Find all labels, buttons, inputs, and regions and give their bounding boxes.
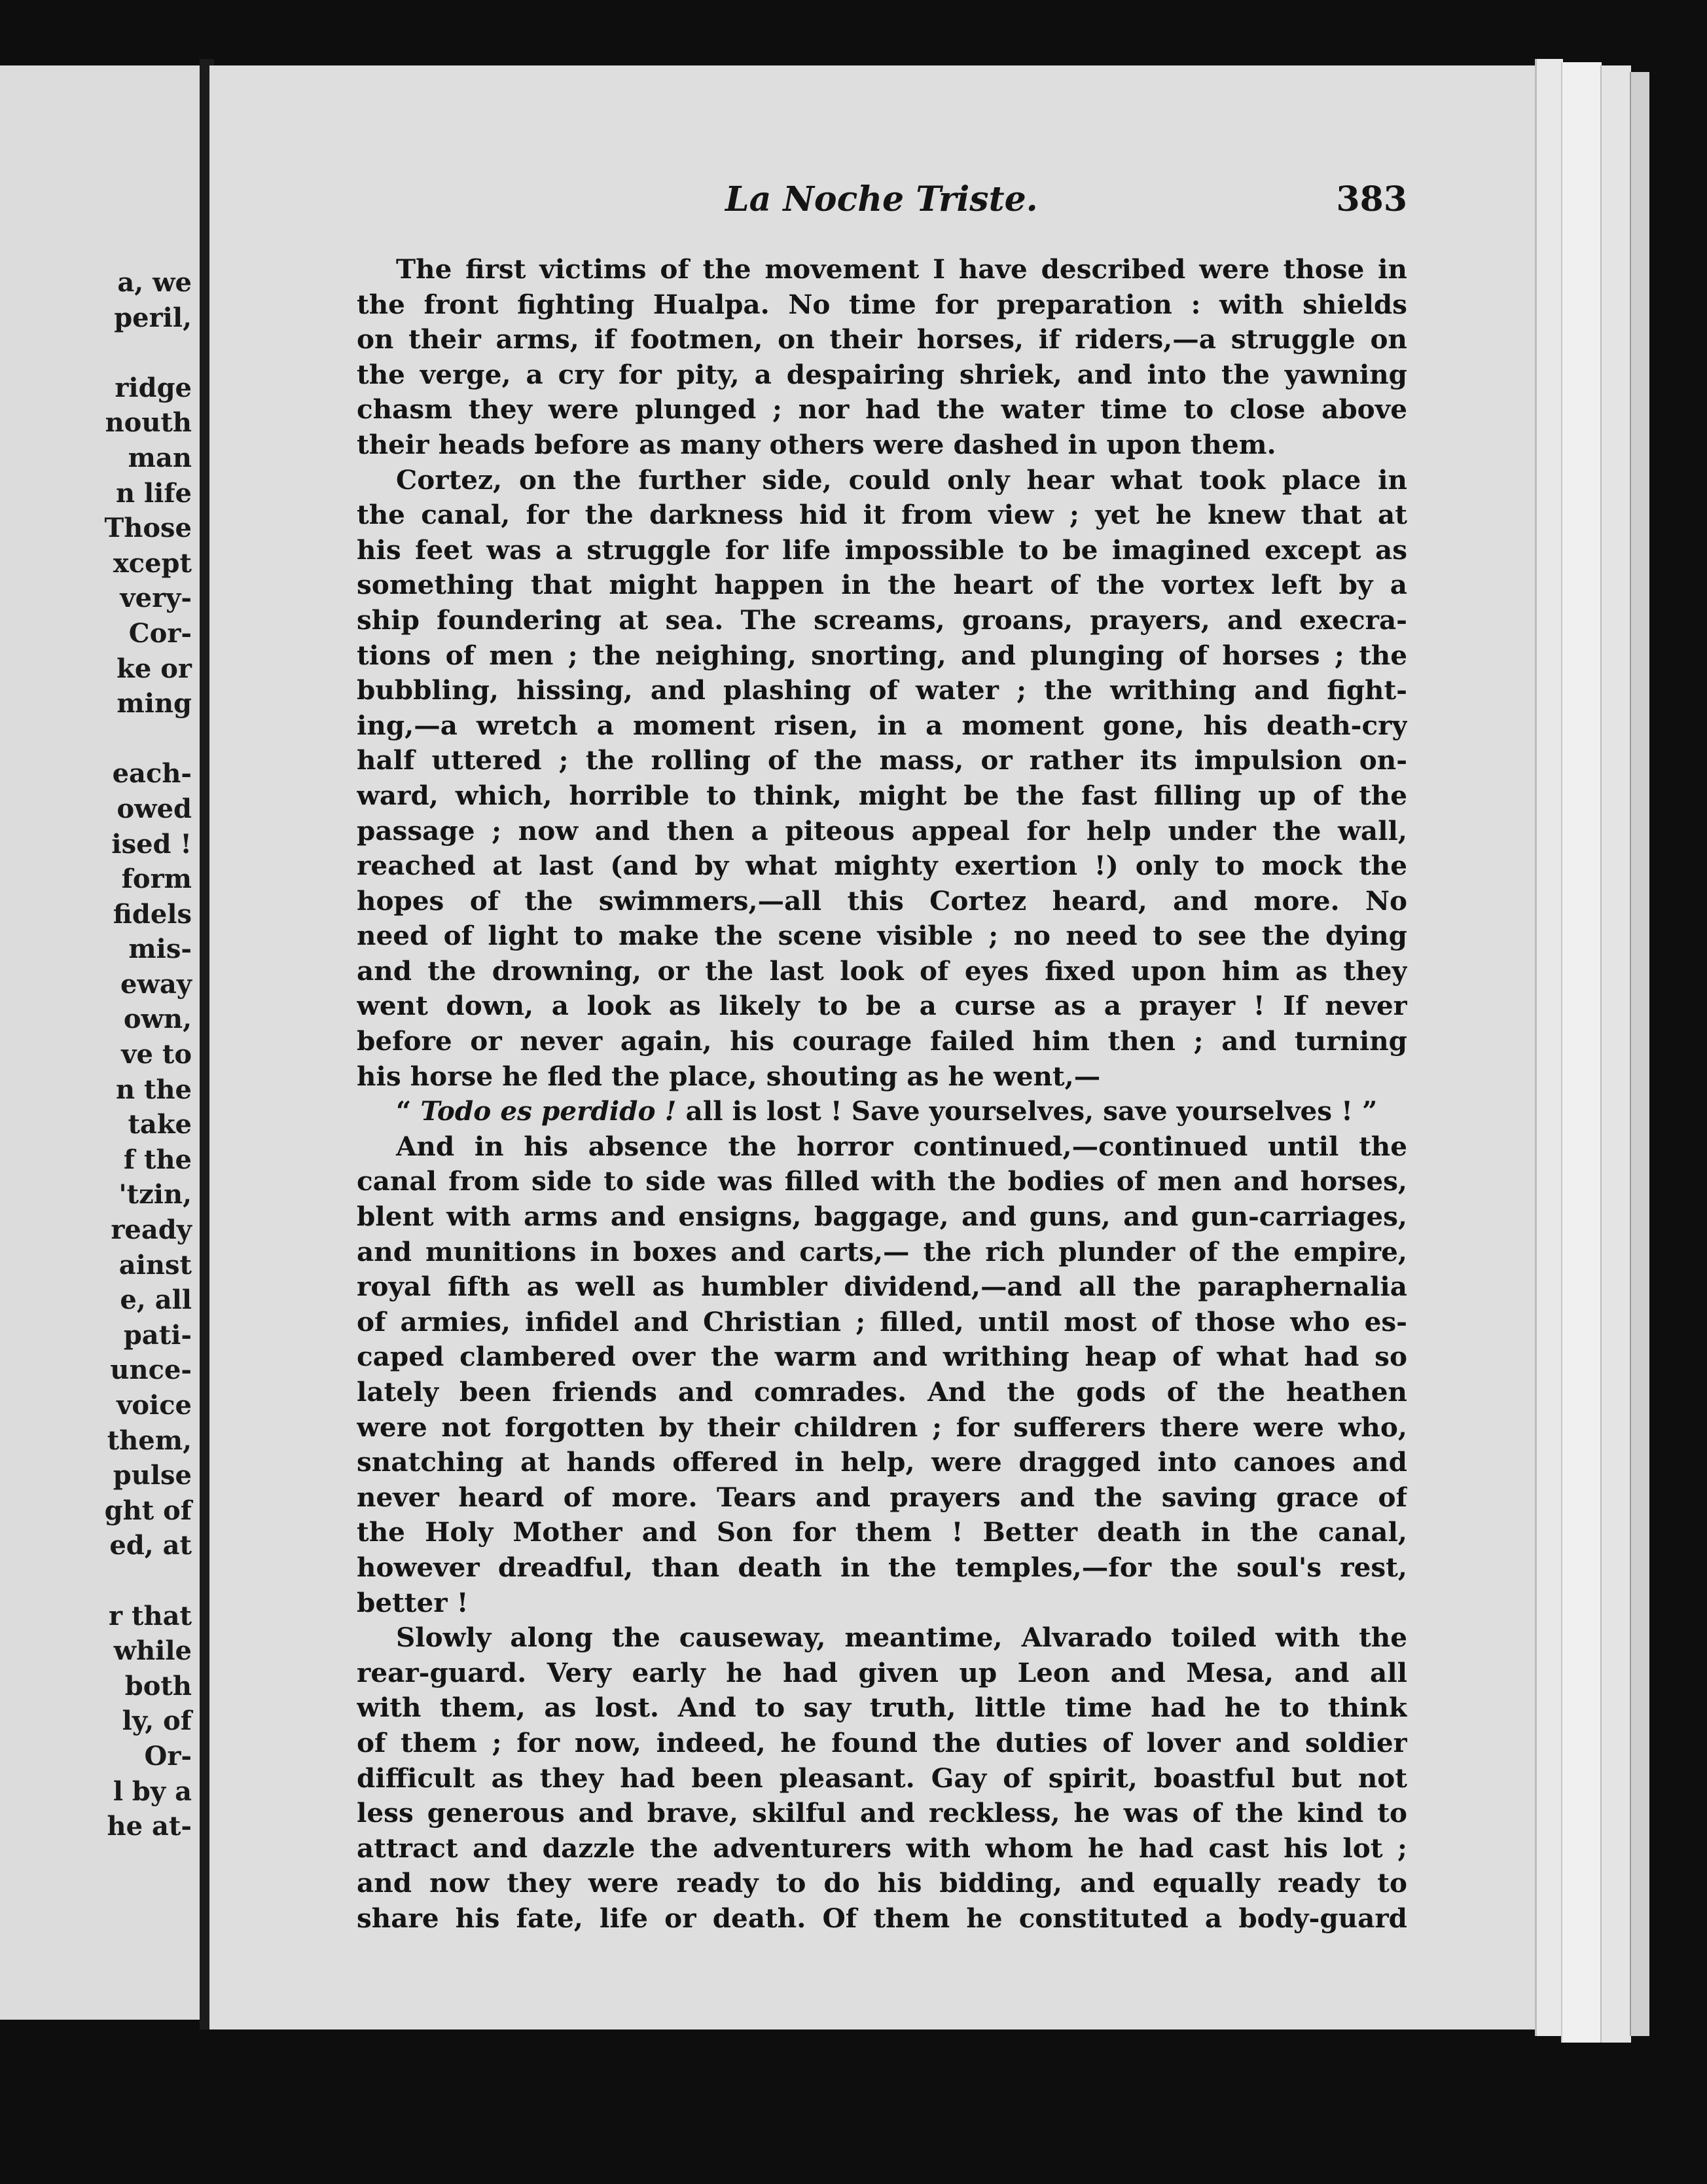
left-page-fragment: a, we [117,267,192,298]
left-page-fragment: ed, at [109,1530,192,1561]
left-page-fragment: unce- [110,1355,192,1386]
spanish-quote: Todo es perdido ! [420,1095,677,1127]
text-line: the Holy Mother and Son for them ! Better death in the canal, [357,1516,1407,1548]
left-page-fragment: while [113,1635,192,1667]
left-page-fragment: both [124,1670,192,1702]
left-page-fragment: ised ! [111,828,192,860]
text-line: their heads before as many others were dashed in upon them. [357,428,1276,460]
text-line: before or never again, his courage failed him then ; and turning [357,1025,1407,1057]
left-page-fragment: e, all [120,1284,192,1316]
text-line: better ! [357,1586,469,1618]
left-page-fragment: fidels [113,898,192,930]
left-page-fragment: pati- [123,1319,192,1351]
page-number: 383 [1336,179,1407,219]
running-head [209,177,1407,223]
text-line: and now they were ready to do his bidding, and equally ready to [357,1867,1407,1899]
left-page-fragment: owed [117,793,192,824]
quote-rest: all is lost ! Save yourselves, save yourselves ! ” [676,1095,1378,1127]
text-line: difficult as they had been pleasant. Gay of spirit, boastful but not [357,1762,1407,1794]
page-edge [1561,62,1602,2043]
text-line: lately been friends and comrades. And the gods of the heathen [357,1376,1407,1408]
text-line: snatching at hands offered in help, were dragged into canoes and [357,1446,1407,1478]
body-text [357,252,1407,1937]
text-line: his feet was a struggle for life impossible to be imagined except as [357,534,1407,566]
left-page-fragment: Cor- [128,617,192,649]
left-page-fragment: take [128,1109,192,1140]
left-page-fragment: Those [104,513,192,544]
left-page-fragment: pulse [113,1460,192,1491]
text-line: went down, a look as likely to be a curse as a prayer ! If never [357,990,1407,1022]
left-page-fragment: ve to [121,1039,192,1070]
left-page-fragment: xcept [113,547,192,579]
text-line: with them, as lost. And to say truth, little time had he to think [357,1692,1407,1724]
text-line: share his fate, life or death. Of them he constituted a body-guard [357,1902,1407,1934]
text-line: attract and dazzle the adventurers with whom he had cast his lot ; [357,1832,1407,1864]
text-line: And in his absence the horror continued,—continued until the [396,1130,1407,1162]
left-page-fragment: he at- [107,1811,192,1842]
page-edge [1630,72,1649,2036]
text-line: however dreadful, than death in the temples,—for the soul's rest, [357,1551,1407,1583]
left-page-fragment [105,335,192,371]
text-line: chasm they were plunged ; nor had the water time to close above [357,393,1407,426]
left-page-fragment: ght of [104,1495,192,1526]
page-edge [1600,65,1631,2043]
text-line: reached at last (and by what mighty exertion !) only to mock the [357,850,1407,882]
left-page-fragment: ainst [118,1249,192,1281]
left-page-fragment: peril, [114,302,192,333]
text-line: his horse he fled the place, shouting as he went,— [357,1060,1101,1092]
left-page-fragment: them, [107,1425,192,1456]
left-page-fragment: very- [120,583,192,614]
text-line: hopes of the swimmers,—all this Cortez heard, and more. No [357,884,1407,917]
text-line: ship foundering at sea. The screams, groans, prayers, and execra- [357,604,1407,636]
text-line: canal from side to side was filled with the bodies of men and horses, [357,1165,1407,1197]
text-line: bubbling, hissing, and plashing of water ; the writhing and fight- [357,674,1407,706]
left-page-fragment: each- [112,758,192,790]
text-line: caped clambered over the warm and writhing heap of what had so [357,1341,1407,1373]
left-page-fragment: eway [120,968,192,1000]
text-line: passage ; now and then a piteous appeal for help under the wall, [357,814,1407,846]
text-line: Slowly along the causeway, meantime, Alvarado toiled with the [396,1622,1407,1654]
left-page-fragment: ready [111,1214,192,1246]
text-line: blent with arms and ensigns, baggage, and guns, and gun-carriages, [357,1201,1407,1233]
text-line: Cortez, on the further side, could only hear what took place in [396,464,1407,496]
text-line: the verge, a cry for pity, a despairing shriek, and into the yawning [357,358,1407,390]
left-page-fragment: form [121,864,192,895]
text-line: ward, which, horrible to think, might be the fast filling up of the [357,779,1407,811]
text-line: rear-guard. Very early he had given up Leon and Mesa, and all [357,1656,1407,1688]
quote-open: “ [396,1095,421,1127]
right-page [209,65,1538,2029]
text-line: the canal, for the darkness hid it from view ; yet he knew that at [357,499,1407,531]
left-page-fragment: ke or [117,653,192,684]
left-page-fragment: r that [109,1600,192,1631]
text-line: of armies, infidel and Christian ; filled, until most of those who es- [357,1305,1407,1338]
text-line: need of light to make the scene visible ; no need to see the dying [357,920,1407,952]
text-line: less generous and brave, skilful and reckless, he was of the kind to [357,1797,1407,1829]
left-page-fragment [105,1563,192,1599]
text-line: royal fifth as well as humbler dividend,—and all the paraphernalia [357,1271,1407,1303]
left-page-fragment: man [128,442,192,473]
text-line: ing,—a wretch a moment risen, in a moment gone, his death-cry [357,709,1407,741]
left-page-fragment: n life [115,477,192,509]
left-page-fragment: ming [117,688,192,719]
left-page-fragment: nouth [105,407,192,439]
text-line: something that might happen in the heart of the vortex left by a [357,569,1407,601]
text-line: tions of men ; the neighing, snorting, and plunging of horses ; the [357,639,1407,671]
text-line: and the drowning, or the last look of eyes fixed upon him as they [357,955,1407,987]
text-line: half uttered ; the rolling of the mass, or rather its impulsion on- [357,744,1407,776]
page-edge [1535,59,1563,2036]
text-line: were not forgotten by their children ; for sufferers there were who, [357,1411,1407,1443]
left-page-fragment: f the [123,1144,192,1175]
left-page-fragment: ridge [115,372,192,403]
text-line: and munitions in boxes and carts,— the rich plunder of the empire, [357,1235,1407,1267]
left-page-fragment [105,721,192,757]
left-page-fragment: ly, of [122,1705,192,1737]
text-line [357,1094,1407,1129]
left-page-fragment: l by a [113,1775,192,1807]
running-title: La Noche Triste. [725,179,1038,219]
text-line: never heard of more. Tears and prayers and the saving grace of [357,1481,1407,1513]
text-line: of them ; for now, indeed, he found the duties of lover and soldier [357,1726,1407,1758]
left-page-fragment: Or- [144,1740,192,1772]
left-page-fragment: n the [115,1074,192,1105]
left-page [0,65,204,2020]
left-page-fragment: 'tzin, [118,1179,192,1210]
text-line: the front fighting Hualpa. No time for preparation : with shields [357,288,1407,320]
left-page-fragment: mis- [128,934,192,965]
text-line: on their arms, if footmen, on their horses, if riders,—a struggle on [357,323,1407,355]
left-page-fragment: own, [123,1004,192,1035]
left-page-text-fragments [105,265,192,1844]
text-line: The first victims of the movement I have described were those in [396,253,1407,285]
left-page-fragment: voice [117,1390,192,1421]
